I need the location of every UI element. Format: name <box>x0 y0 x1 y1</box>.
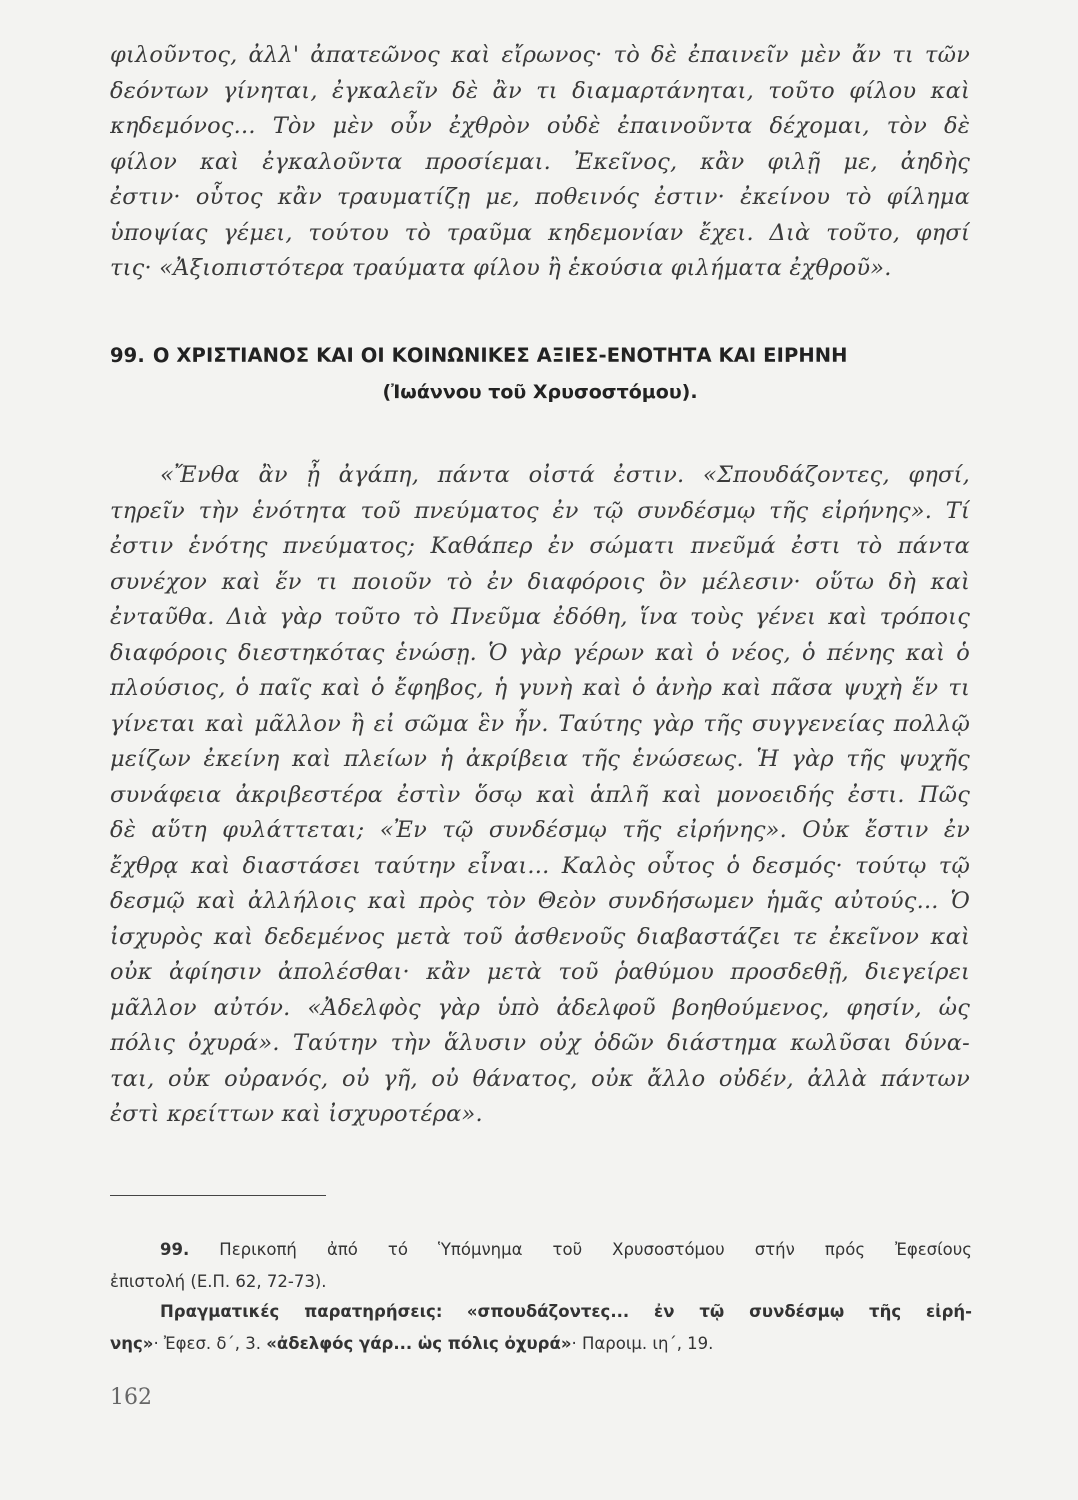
footnote-line: ἐπιστολή (Ε.Π. 62, 72-73). <box>110 1272 327 1291</box>
page-number: 162 <box>110 1385 152 1410</box>
references-label: Πραγματικές παρατηρήσεις: <box>160 1302 443 1321</box>
text-line: φιλοῦντος, ἀλλ' ἀπατεῶνος καὶ εἴρωνος· τὸ δὲ ἐπαινεῖν μὲν ἄν τι τῶν <box>110 42 970 68</box>
reference-quote: «σπουδάζοντες... ἐν τῷ συνδέσμῳ τῆς εἰρή- <box>466 1302 973 1321</box>
reference-quote: «ἀδελφός γάρ... ὡς πόλις ὀχυρά» <box>266 1334 572 1353</box>
text-line: συνέχον καὶ ἕν τι ποιοῦν τὸ ἐν διαφόροις ὂν μέλεσιν· οὕτω δὴ καὶ <box>110 568 970 595</box>
text-line: τις· «Ἀξιοπιστότερα τραύματα φίλου ἢ ἑκούσια φιλήματα ἐχθροῦ». <box>110 255 892 281</box>
text-line: «Ἔνθα ἂν ᾖ ἀγάπη, πάντα οἰστά ἐστιν. «Σπουδάζοντες, φησί, <box>160 462 970 488</box>
footnote-divider <box>110 1195 326 1196</box>
text-line: τηρεῖν τὴν ἑνότητα τοῦ πνεύματος ἐν τῷ συνδέσμῳ τῆς εἰρήνης». Τί <box>110 497 970 524</box>
text-line: ἐστὶ κρείττων καὶ ἰσχυροτέρα». <box>110 1101 483 1127</box>
reference-quote: νης» <box>110 1334 154 1353</box>
text-line: γίνεται καὶ μᾶλλον ἢ εἰ σῶμα ἓν ἦν. Ταύτης γὰρ τῆς συγγενείας πολλῷ <box>110 710 970 737</box>
text-line: ἔχθρᾳ καὶ διαστάσει ταύτην εἶναι... Καλὸς οὗτος ὁ δεσμός· τούτῳ τῷ <box>110 852 970 879</box>
text-line: μᾶλλον αὐτόν. «Ἀδελφὸς γὰρ ὑπὸ ἀδελφοῦ βοηθούμενος, φησίν, ὡς <box>110 994 970 1021</box>
footnote-line <box>110 1296 972 1328</box>
text-line: οὐκ ἀφίησιν ἀπολέσθαι· κἂν μετὰ τοῦ ῥαθύμου προσδεθῇ, διεγείρει <box>110 959 970 985</box>
footnote-line <box>110 1234 972 1266</box>
text-line: μείζων ἐκείνη καὶ πλείων ἡ ἀκρίβεια τῆς ἑνώσεως. Ἡ γὰρ τῆς ψυχῆς <box>110 746 970 772</box>
text-line: δεόντων γίνηται, ἐγκαλεῖν δὲ ἂν τι διαμαρτάνηται, τοῦτο φίλου καὶ <box>110 77 970 104</box>
reference-citation: · Παροιμ. ιη΄, 19. <box>571 1334 714 1353</box>
intro-paragraph <box>110 38 970 287</box>
section-title: Ο ΧΡΙΣΤΙΑΝΟΣ ΚΑΙ ΟΙ ΚΟΙΝΩΝΙΚΕΣ ΑΞΙΕΣ-ΕΝΟΤΗΤΑ ΚΑΙ ΕΙΡΗΝΗ <box>152 344 848 367</box>
text-line: δὲ αὕτη φυλάττεται; «Ἐν τῷ συνδέσμῳ τῆς εἰρήνης». Οὐκ ἔστιν ἐν <box>110 817 970 843</box>
footnote-source <box>110 1234 972 1298</box>
footnote-line <box>110 1328 972 1360</box>
text-line: ται, οὐκ οὐρανός, οὐ γῆ, οὐ θάνατος, οὐκ ἄλλο οὐδέν, ἀλλὰ πάντων <box>110 1065 970 1092</box>
footnote-number: 99. <box>160 1240 190 1259</box>
main-paragraph <box>110 458 970 1133</box>
text-line: συνάφεια ἀκριβεστέρα ἐστὶν ὅσῳ καὶ ἁπλῆ καὶ μονοειδής ἐστι. Πῶς <box>110 781 970 808</box>
section-subtitle: (Ἰωάννου τοῦ Χρυσοστόμου). <box>382 381 698 403</box>
footnote-references <box>110 1296 972 1360</box>
text-line: φίλον καὶ ἐγκαλοῦντα προσίεμαι. Ἐκεῖνος, κἂν φιλῇ με, ἀηδὴς <box>110 148 970 175</box>
section-heading <box>110 344 970 367</box>
text-line: ἰσχυρὸς καὶ δεδεμένος μετὰ τοῦ ἀσθενοῦς διαβαστάζει τε ἐκεῖνον καὶ <box>110 923 970 950</box>
section-number: 99. <box>110 344 145 367</box>
text-line: κηδεμόνος... Τὸν μὲν οὖν ἐχθρὸν οὐδὲ ἐπαινοῦντα δέχομαι, τὸν δὲ <box>110 113 970 139</box>
text-line: πλούσιος, ὁ παῖς καὶ ὁ ἔφηβος, ἡ γυνὴ καὶ ὁ ἀνὴρ καὶ πᾶσα ψυχὴ ἕν τι <box>110 675 970 701</box>
text-line: πόλις ὀχυρά». Ταύτην τὴν ἅλυσιν οὐχ ὁδῶν διάστημα κωλῦσαι δύνα- <box>110 1030 970 1056</box>
text-line: διαφόροις διεστηκότας ἑνώσῃ. Ὁ γὰρ γέρων καὶ ὁ νέος, ὁ πένης καὶ ὁ <box>110 639 970 666</box>
text-line: ὑποψίας γέμει, τούτου τὸ τραῦμα κηδεμονίαν ἔχει. Διὰ τοῦτο, φησί <box>110 219 970 246</box>
text-line: δεσμῷ καὶ ἀλλήλοις καὶ πρὸς τὸν Θεὸν συνδήσωμεν ἡμᾶς αὐτούς... Ὁ <box>110 888 970 914</box>
text-line: ἐστιν· οὗτος κἂν τραυματίζῃ με, ποθεινός ἐστιν· ἐκείνου τὸ φίλημα <box>110 184 970 210</box>
reference-citation: · Ἐφεσ. δ΄, 3. <box>153 1334 261 1353</box>
text-line: ἐστιν ἑνότης πνεύματος; Καθάπερ ἐν σώματι πνεῦμά ἐστι τὸ πάντα <box>110 533 970 559</box>
text-line: ἐνταῦθα. Διὰ γὰρ τοῦτο τὸ Πνεῦμα ἐδόθη, ἵνα τοὺς γένει καὶ τρόποις <box>110 604 970 630</box>
footnote-text: Περικοπή ἀπό τό Ὑπόμνημα τοῦ Χρυσοστόμου στήν πρός Ἐφεσίους <box>219 1240 972 1259</box>
